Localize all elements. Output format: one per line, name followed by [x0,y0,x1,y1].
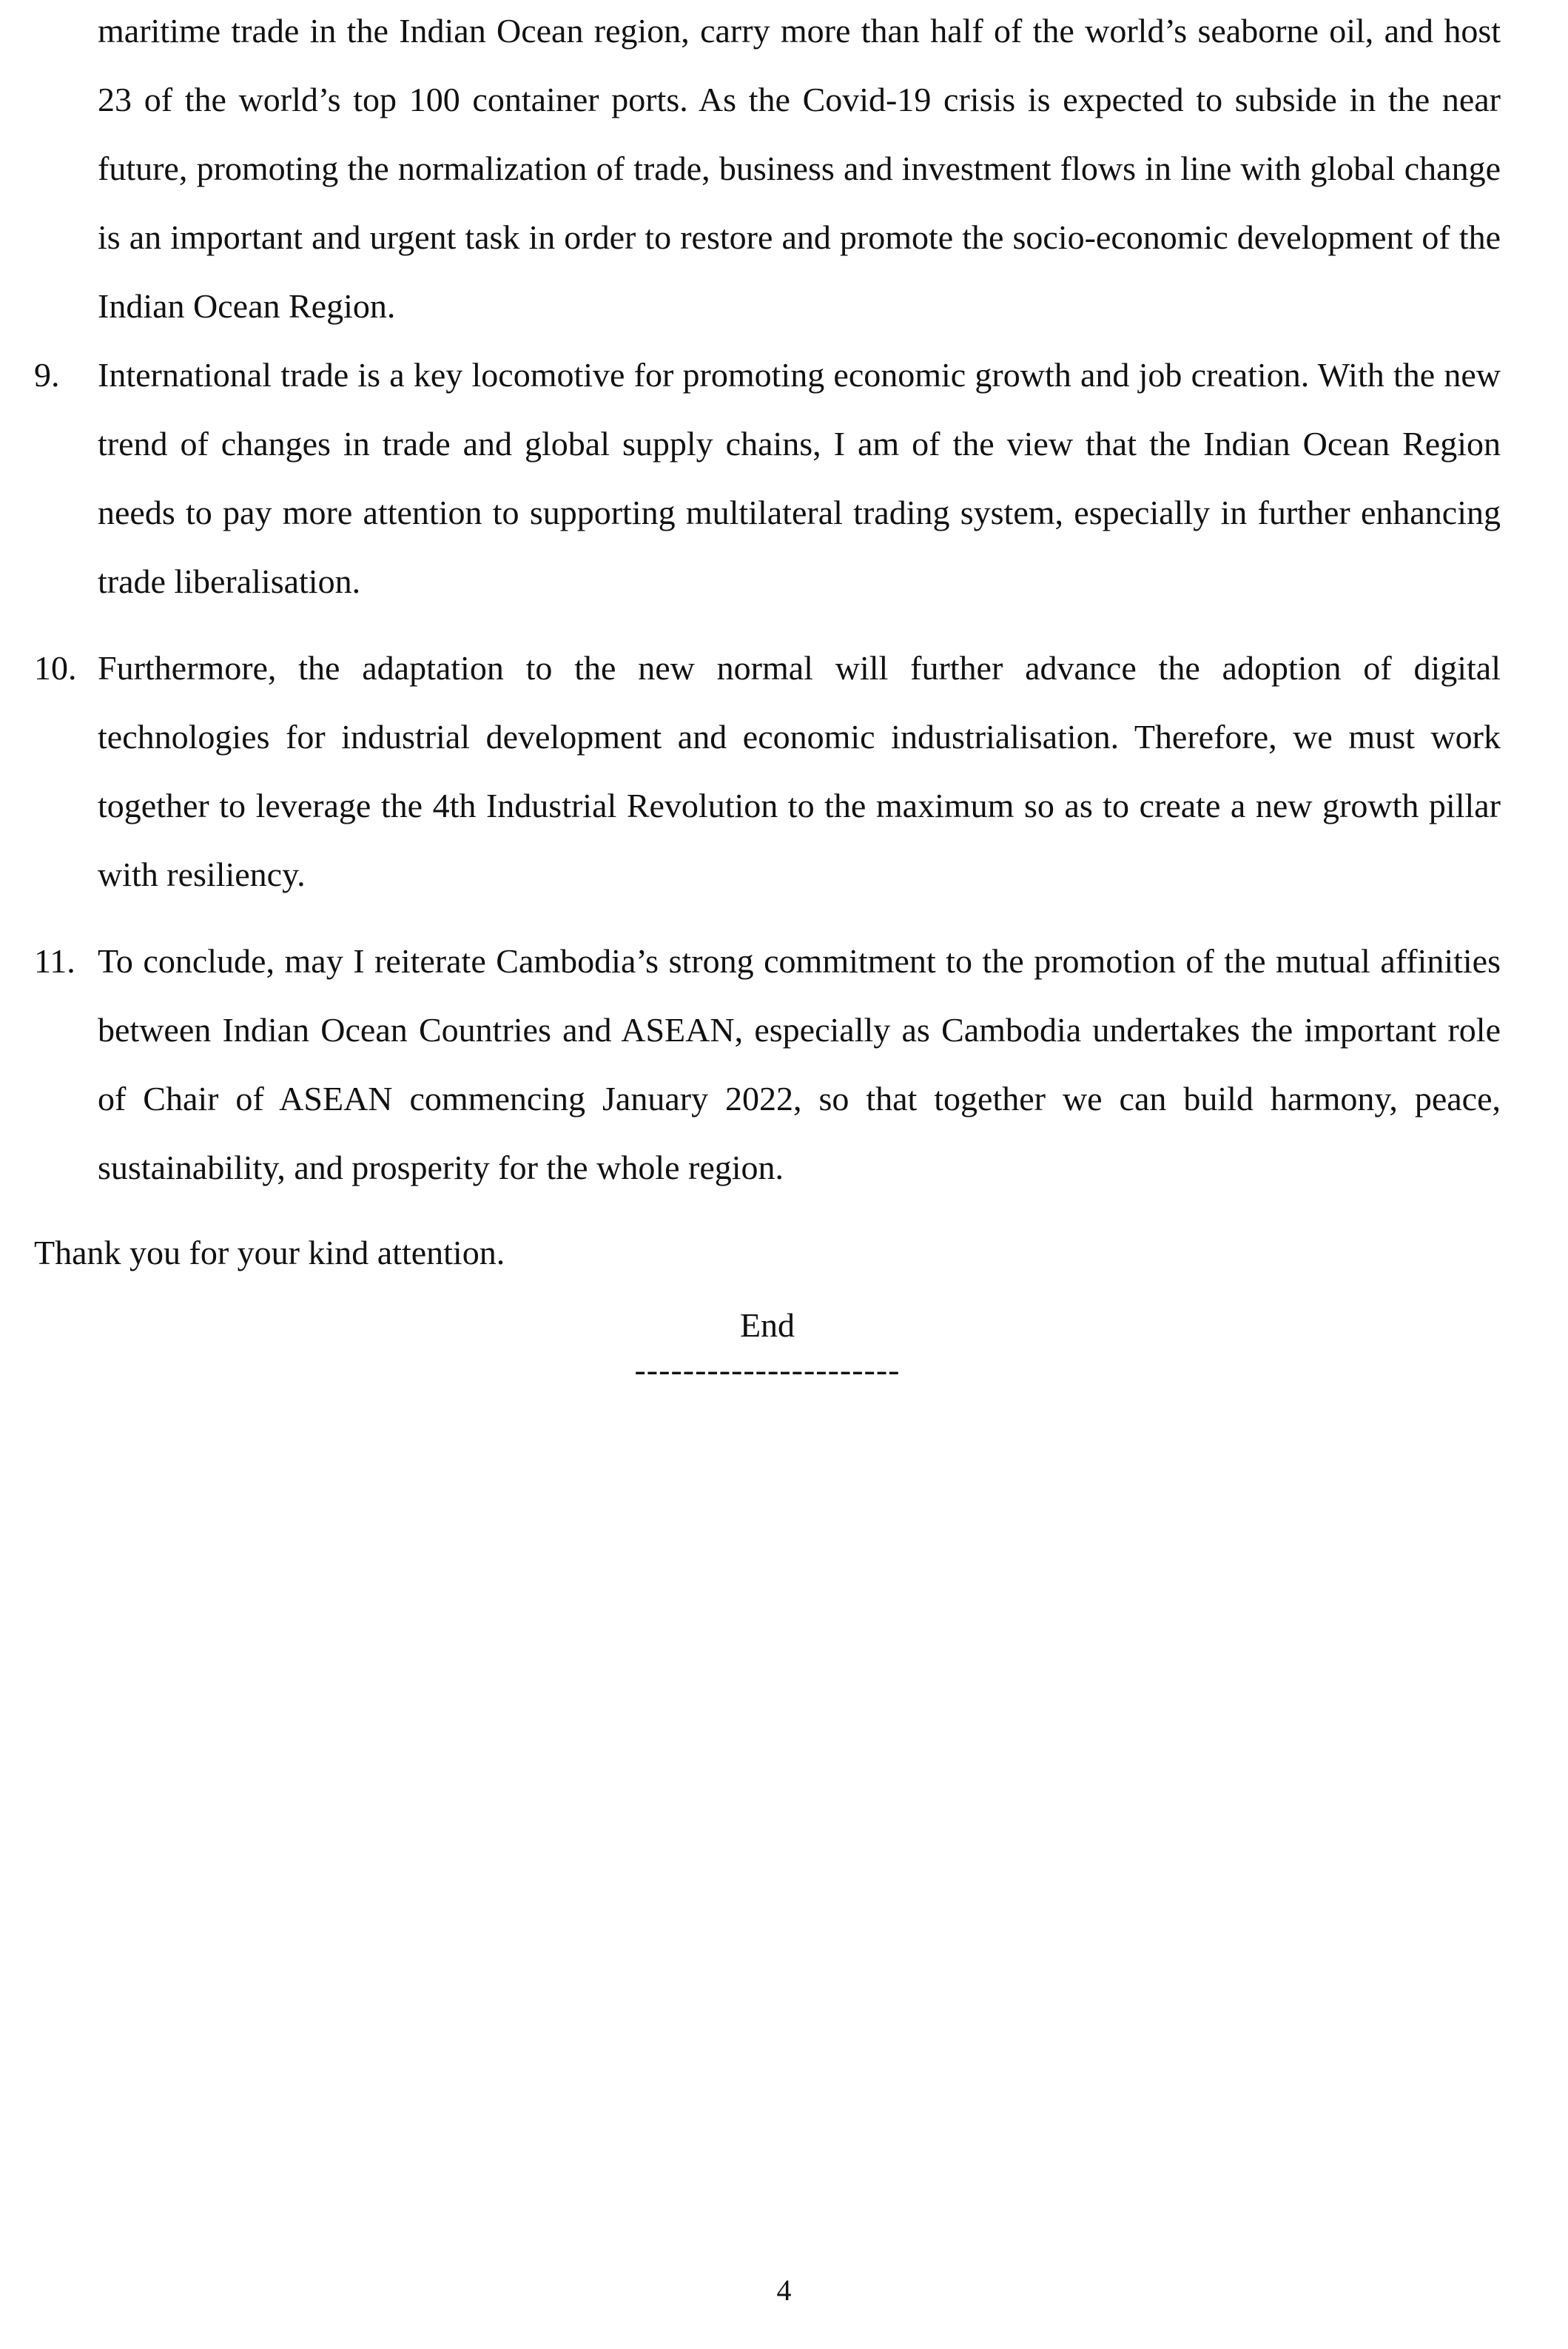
paragraph-text: maritime trade in the Indian Ocean region, carry more than half of the world’s seaborne oil, and host 23 of the world’s top 100 container ports. As the Covid-19 crisis is expected to subside in the near future, promoting the normalization of trade, business and investment flows in line with global change is an important and urgent task in order to restore and promote the socio-economic development of the Indian Ocean Region. [98,12,1501,325]
paragraph-11 [34,927,1501,1202]
end-label: End [739,1306,795,1344]
paragraph-text: To conclude, may I reiterate Cambodia’s strong commitment to the promotion of the mutual affinities between Indian Ocean Countries and ASEAN, especially as Cambodia undertakes the important role of Chair of ASEAN commencing January 2022, so that together we can build harmony, peace, sustainability, and prosperity for the whole region. [98,942,1501,1186]
paragraph-continuation [34,0,1501,340]
paragraph-text: International trade is a key locomotive for promoting economic growth and job creation. With the new trend of changes in trade and global supply chains, I am of the view that the Indian Ocean Region needs to pay more attention to supporting multilateral trading system, especially in further enhancing trade liberalisation. [98,356,1501,600]
paragraph-number: 11. [34,942,75,980]
document-body [34,0,1501,1392]
paragraph-number: 9. [34,356,60,394]
paragraph-10 [34,634,1501,909]
paragraph-9 [34,340,1501,616]
end-rule: ---------------------- [634,1351,901,1388]
closing-remark: Thank you for your kind attention. [34,1234,505,1271]
end-marker [34,1303,1501,1392]
paragraph-text: Furthermore, the adaptation to the new normal will further advance the adoption of digital technologies for industrial development and economic industrialisation. Therefore, we must work together to leverage the 4th Industrial Revolution to the maximum so as to create a new growth pillar with resiliency. [98,649,1501,893]
paragraph-number: 10. [34,649,77,687]
page-number: 4 [776,2274,792,2307]
